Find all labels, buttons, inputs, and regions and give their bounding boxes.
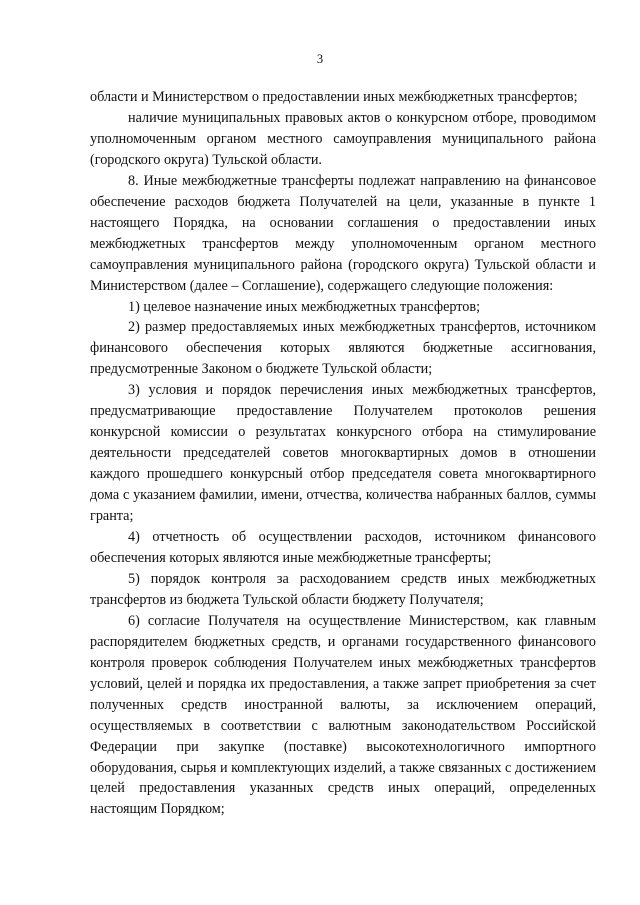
- paragraph-provision-2: 2) размер предоставляемых иных межбюджетных трансфертов, источником финансового обеспечения которых являются бюджетные ассигнования, предусмотренные Законом о бюджете Тульской области;: [90, 319, 596, 378]
- page-number: 3: [316, 52, 324, 66]
- paragraph-provision-3: 3) условия и порядок перечисления иных межбюджетных трансфертов, предусматривающие предоставление Получателем протоколов решения конкурсной комиссии о результатах конкурсного отбора на стимулирование деятельности председателей советов многоквартирных домов в отношении каждого прошедшего конкурсный отбор председателя совета многоквартирного дома с указанием фамилии, имени, отчества, количества набранных баллов, суммы гранта;: [90, 382, 596, 525]
- paragraph-provision-6: 6) согласие Получателя на осуществление Министерством, как главным распорядителем бюджетных средств, и органами государственного финансового контроля проверок соблюдения Получателем иных межбюджетных трансфертов условий, целей и порядка их предоставления, а также запрет приобретения за счет полученных средств иностранной валюты, за исключением операций, осуществляемых в соответствии с валютным законодательством Российской Федерации при закупке (поставке) высокотехнологичного импортного оборудования, сырья и комплектующих изделий, а также связанных с достижением целей предоставления указанных средств иных операций, определенных настоящим Порядком;: [90, 612, 596, 818]
- document-body: [90, 87, 596, 820]
- paragraph-municipal-acts: наличие муниципальных правовых актов о конкурсном отборе, проводимом уполномоченным органом местного самоуправления муниципального района (городского округа) Тульской области.: [90, 109, 596, 168]
- paragraph-transfers-agreement-end: области и Министерством о предоставлении иных межбюджетных трансфертов;: [90, 89, 578, 105]
- paragraph-provision-5: 5) порядок контроля за расходованием средств иных межбюджетных трансфертов из бюджета Тульской области бюджету Получателя;: [90, 570, 596, 608]
- paragraph-provision-1: 1) целевое назначение иных межбюджетных трансфертов;: [128, 298, 481, 315]
- paragraph-item-8: 8. Иные межбюджетные трансферты подлежат направлению на финансовое обеспечение расходов бюджета Получателей на цели, указанные в пункте 1 настоящего Порядка, на основании соглашения о предоставлении иных межбюджетных трансфертов между уполномоченным органом местного самоуправления муниципального района (городского округа) Тульской области и Министерством (далее – Соглашение), содержащего следующие положения:: [90, 172, 596, 294]
- paragraph-provision-4: 4) отчетность об осуществлении расходов, источником финансового обеспечения которых являются иные межбюджетные трансферты;: [90, 529, 596, 566]
